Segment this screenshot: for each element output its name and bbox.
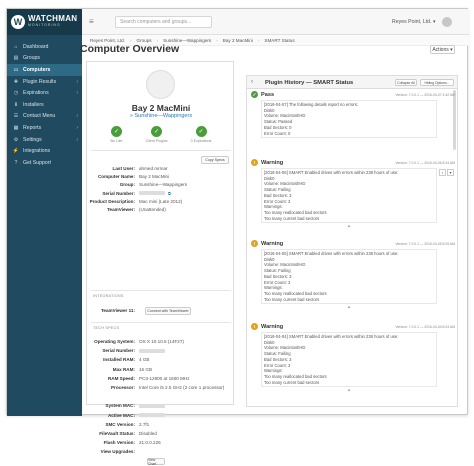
detail-key: TeamViewer:	[107, 207, 135, 212]
detail-value-text: Mac mini (Late 2012)	[139, 198, 183, 204]
detail-key: FileVault Status:	[99, 431, 135, 436]
detail-value	[139, 199, 235, 205]
detail-value-text: (Unattended)	[139, 207, 166, 212]
detail-key: Product Description:	[89, 198, 135, 204]
entry-line: Too many reallocated bad sectors	[264, 373, 327, 379]
detail-row	[87, 440, 235, 446]
entry-line: Volume: MacintoshHD	[264, 113, 306, 119]
detail-value	[139, 339, 235, 345]
detail-value	[139, 440, 235, 446]
detail-value-text: PC3-12800 at 1600 MHz	[139, 375, 190, 381]
sidebar-item-label: Integrations	[23, 148, 51, 155]
warning-icon: !	[251, 159, 258, 166]
detail-value	[139, 376, 235, 382]
entry-title: Pass	[261, 91, 275, 98]
page-title: Computer Overview	[80, 43, 180, 55]
sidebar-item-get-support[interactable]	[7, 157, 82, 169]
status-label: Client Plugins	[145, 139, 168, 143]
warning-icon: !	[251, 323, 258, 330]
help-icon: ?	[14, 159, 18, 166]
redacted-value	[139, 404, 165, 408]
entry-title: Warning	[261, 323, 284, 330]
entry-title: Warning	[261, 159, 284, 166]
download-icon: ⬇	[13, 101, 19, 108]
breadcrumb-item[interactable]: Sunshine—Wappingers	[163, 37, 212, 43]
entry-line: Too many reallocated bad sectors	[264, 209, 327, 215]
entry-line: Error Count: 3	[264, 279, 291, 285]
chevron-right-icon: ›	[76, 78, 78, 85]
sidebar	[7, 9, 82, 416]
detail-value	[139, 174, 235, 180]
device-group-link[interactable]: » Sunshine—Wappingers	[129, 113, 193, 119]
entry-line: Status: Failing	[264, 268, 291, 274]
entry-line: Volume: MacintoshHD	[264, 262, 306, 268]
folder-icon: ▤	[13, 55, 19, 62]
collapse-all-button[interactable]: Collapse All	[395, 79, 417, 86]
breadcrumb-separator: ›	[257, 37, 260, 43]
breadcrumb-separator: ›	[216, 37, 218, 43]
search-input[interactable]: Search computers and groups...	[115, 16, 212, 28]
device-name: Bay 2 MacMini	[131, 103, 191, 113]
entry-line: Disk0	[264, 107, 275, 113]
detail-row	[87, 339, 235, 345]
entry-line: Error Count: 0	[264, 130, 291, 136]
plug-icon: ⚡	[12, 148, 20, 155]
detail-row	[87, 413, 235, 419]
sidebar-item-label: Settings	[23, 136, 42, 143]
sidebar-item-label: Get Support	[23, 159, 51, 166]
entry-line: Warnings:	[264, 368, 283, 374]
detail-value	[139, 431, 235, 437]
redacted-value	[139, 349, 165, 353]
entry-header[interactable]	[251, 240, 455, 247]
sidebar-item-label: Expirations	[23, 90, 49, 97]
collapse-caret-icon[interactable]: ▲	[347, 387, 351, 393]
sidebar-item-label: Installers	[23, 101, 44, 108]
connect-teamviewer-button[interactable]: Connect with TeamViewer	[145, 307, 191, 315]
sidebar-item-plugin-results[interactable]	[7, 76, 82, 88]
entry-line: Warnings:	[264, 204, 283, 210]
topbar	[82, 9, 469, 35]
entry-line: Status: Passed	[264, 119, 293, 125]
detail-row	[87, 403, 235, 409]
chart-icon: ▦	[13, 124, 19, 131]
logo-text	[28, 15, 77, 29]
detail-value	[139, 182, 235, 188]
panel-header	[247, 76, 457, 89]
sidebar-nav	[7, 35, 82, 169]
entry-line: Bad Sectors: 3	[264, 192, 292, 198]
detail-row	[87, 191, 235, 197]
chevron-right-icon: ›	[76, 113, 78, 120]
collapse-caret-icon[interactable]: ▲	[347, 304, 351, 310]
entry-line: Volume: MacintoshHD	[264, 345, 306, 351]
entry-line: Warnings:	[264, 285, 283, 291]
integrations-heading: INTEGRATIONS	[93, 294, 124, 298]
entry-version: Version: 7.0.0.1 — 2016-04-07 4:42 AM	[395, 92, 455, 97]
detail-key: Operating System:	[94, 339, 135, 344]
divider	[91, 322, 231, 323]
entry-line: Bad Sectors: 3	[264, 356, 292, 362]
detail-value	[139, 357, 235, 363]
entry-line: Too many current bad sectors	[264, 215, 320, 221]
check-circle-icon: ✓	[252, 91, 257, 97]
chevron-right-icon: ›	[76, 90, 78, 97]
sidebar-item-label: Dashboard	[23, 43, 49, 50]
detail-value-text: Bay 2 MacMini	[139, 174, 170, 180]
entry-line: [2016-04-04] SMART Enabled drives with errors within 238 hours of use:	[264, 334, 399, 339]
detail-value-text: 16 GB	[139, 366, 153, 372]
entry-header[interactable]	[251, 91, 455, 98]
detail-value-text: Sunshine—Wappingers	[139, 182, 188, 188]
detail-value-text: 21.0.0.226	[139, 440, 161, 446]
entry-line: Disk0	[264, 256, 275, 262]
detail-key: Serial Number:	[102, 348, 135, 354]
detail-key: SMC Version:	[105, 421, 135, 427]
detail-value	[139, 367, 235, 373]
detail-value	[139, 191, 235, 197]
entry-line: Error Count: 3	[264, 198, 291, 204]
detail-row	[87, 422, 235, 428]
history-entry	[251, 159, 455, 228]
copy-specs-button[interactable]: Copy Specs	[201, 156, 229, 164]
entry-line: [2016-04-05] SMART Enabled drives with errors within 238 hours of use:	[264, 251, 399, 256]
check-circle-icon: ✓	[111, 126, 122, 137]
entry-line: Disk0	[264, 175, 275, 181]
contact-icon: ☰	[13, 113, 19, 120]
detail-key: Processor:	[110, 385, 135, 390]
detail-key: Max RAM:	[112, 366, 135, 372]
logo[interactable]	[7, 9, 82, 35]
logo-title: WATCHMAN	[28, 14, 78, 23]
sidebar-item-label: Reports	[23, 124, 42, 131]
detail-row	[87, 348, 235, 354]
sidebar-item-expirations[interactable]	[7, 87, 82, 99]
breadcrumb-item[interactable]: SMART Status	[264, 37, 295, 43]
status-label: Be Like	[110, 139, 123, 143]
detail-key: RAM Speed:	[107, 375, 135, 381]
entry-line: [2016-04-06] SMART Enabled drives with errors within 238 hours of use:	[264, 170, 399, 175]
detail-value	[139, 403, 235, 409]
entry-body	[261, 100, 437, 138]
detail-key: Flash Version:	[103, 440, 135, 446]
detail-row	[87, 182, 235, 188]
back-chevron-icon[interactable]: ‹	[251, 79, 253, 85]
detail-value-text: Disabled	[139, 431, 157, 436]
user-avatar[interactable]	[442, 17, 452, 27]
detail-row	[87, 166, 235, 172]
detail-value	[139, 413, 235, 419]
sidebar-item-integrations[interactable]	[7, 145, 82, 157]
entry-line: Error Count: 3	[264, 362, 291, 368]
tech-specs-heading: TECH SPECS	[93, 326, 120, 330]
logo-subtitle: MONITORING	[28, 23, 61, 27]
plugin-history-panel	[246, 75, 458, 407]
chevron-right-icon: ›	[76, 124, 78, 131]
detail-row	[87, 449, 235, 455]
entry-line: Status: Failing	[264, 187, 291, 193]
entry-version: Version: 7.0.0.1 — 2016-04-04 8:24 AM	[395, 324, 455, 329]
entry-line: Too many reallocated bad sectors	[264, 290, 327, 296]
redacted-value	[139, 191, 165, 195]
sidebar-item-dashboard[interactable]	[7, 41, 82, 53]
breadcrumb-item[interactable]: Reyes Point, Ltd.	[90, 37, 125, 43]
detail-value-text: OS X 10.10.5 (14F27)	[139, 339, 184, 344]
history-entry	[251, 91, 455, 138]
breadcrumb-separator: ›	[156, 37, 159, 43]
sidebar-item-settings[interactable]	[7, 134, 82, 146]
status-indicator	[146, 126, 168, 143]
detail-key: View Upgrades:	[100, 449, 135, 455]
detail-key: Last User:	[112, 166, 135, 171]
check-circle-icon: ✓	[151, 126, 162, 137]
redacted-value	[139, 413, 165, 417]
sidebar-item-label: Plugin Results	[23, 78, 57, 85]
detail-value	[139, 449, 235, 455]
breadcrumb-separator: ›	[129, 37, 132, 43]
sidebar-item-installers[interactable]	[7, 99, 82, 111]
detail-key: Installed RAM:	[103, 357, 135, 363]
expand-icon[interactable]: ▾	[447, 169, 454, 176]
sidebar-item-reports[interactable]	[7, 122, 82, 134]
detail-row	[87, 174, 235, 180]
entry-line: Status: Failing	[264, 351, 291, 357]
detail-row	[87, 357, 235, 363]
entry-line: [2016-04-07] The following details report no errors:	[264, 102, 358, 107]
detail-row	[87, 367, 235, 373]
sidebar-item-label: Computers	[23, 66, 51, 73]
device-card	[86, 61, 234, 466]
entry-version: Version: 7.0.0.1 — 2016-04-06 8:24 AM	[395, 160, 455, 165]
entry-body	[261, 332, 437, 387]
entry-line: Too many current bad sectors	[264, 296, 320, 302]
entry-body	[261, 168, 452, 223]
detail-value	[139, 207, 235, 213]
check-circle-icon: ✓	[196, 126, 207, 137]
detail-key: Group:	[119, 182, 135, 188]
clock-icon: ◷	[13, 90, 19, 97]
entry-line: Disk0	[264, 339, 275, 345]
entry-actions	[439, 169, 454, 176]
detail-key: Computer Name:	[97, 174, 135, 180]
entry-version: Version: 7.0.0.1 — 2016-04-05 8:25 AM	[395, 241, 455, 246]
external-link-icon[interactable]: ⧉	[168, 190, 171, 196]
gear-icon: ⚙	[13, 136, 19, 143]
history-entry	[251, 240, 455, 309]
entry-header[interactable]	[251, 159, 455, 166]
apple-logo-icon	[146, 70, 175, 99]
chevron-right-icon: ›	[76, 136, 78, 143]
sidebar-item-contact-menu[interactable]	[7, 111, 82, 123]
warning-icon: !	[251, 240, 258, 247]
sidebar-item-label: Groups	[23, 55, 41, 62]
sidebar-item-computers[interactable]	[7, 64, 82, 76]
hiding-options-button[interactable]: Hiding Options...	[420, 79, 454, 86]
entry-body	[261, 249, 437, 304]
entry-line: Bad Sectors: 3	[264, 273, 292, 279]
detail-row	[87, 431, 235, 437]
status-indicator	[111, 126, 123, 143]
logo-mark: W	[11, 15, 25, 29]
sidebar-item-groups[interactable]	[7, 53, 82, 65]
breadcrumb-item[interactable]: Bay 2 MacMini	[222, 37, 253, 43]
status-label: 0 Expirations	[190, 139, 212, 143]
view-chart-button[interactable]: View Chart	[147, 458, 165, 465]
detail-key: Serial Number:	[102, 190, 135, 196]
detail-value-text: 2.7f1	[139, 421, 150, 427]
panel-title: Plugin History — SMART Status	[265, 79, 354, 86]
actions-button[interactable]: Actions ▾	[430, 45, 455, 54]
home-icon: ⌂	[14, 43, 18, 50]
detail-value	[139, 166, 235, 172]
breadcrumb-item[interactable]: Groups	[136, 37, 152, 43]
detail-key: System MAC:	[105, 403, 135, 409]
divider	[91, 150, 231, 151]
status-row	[87, 126, 235, 143]
entry-title: Warning	[261, 240, 284, 247]
org-selector[interactable]: Reyes Point, Ltd. ▾	[392, 19, 436, 25]
detail-row	[87, 376, 235, 382]
info-icon[interactable]: i	[439, 169, 446, 176]
detail-row	[87, 199, 235, 205]
sidebar-item-label: Contact Menu	[23, 113, 56, 120]
entry-line: Volume: MacintoshHD	[264, 181, 306, 187]
hamburger-menu-icon[interactable]: ≡	[89, 17, 94, 26]
collapse-caret-icon[interactable]: ▲	[347, 223, 351, 229]
puzzle-icon: ✚	[13, 78, 19, 85]
detail-value	[139, 348, 235, 354]
history-entry	[251, 323, 455, 392]
entry-line: Too many current bad sectors	[264, 379, 320, 385]
detail-value-text: ahmed.mrmar	[139, 166, 168, 171]
detail-value	[139, 385, 235, 391]
teamviewer-label: TeamViewer 11:	[100, 308, 135, 313]
detail-value	[139, 422, 235, 428]
entry-header[interactable]	[251, 323, 455, 330]
detail-row	[87, 385, 235, 391]
monitor-icon: ▭	[13, 66, 19, 73]
detail-value-text: Intel Core i5 2.5 GHz (2 core 1 processor)	[139, 385, 225, 390]
detail-row	[87, 207, 235, 213]
divider	[91, 290, 231, 291]
detail-value-text: 4 GB	[139, 357, 150, 363]
detail-key: Active MAC:	[107, 412, 135, 418]
status-indicator	[191, 126, 212, 143]
entry-line: Bad Sectors: 0	[264, 124, 292, 130]
